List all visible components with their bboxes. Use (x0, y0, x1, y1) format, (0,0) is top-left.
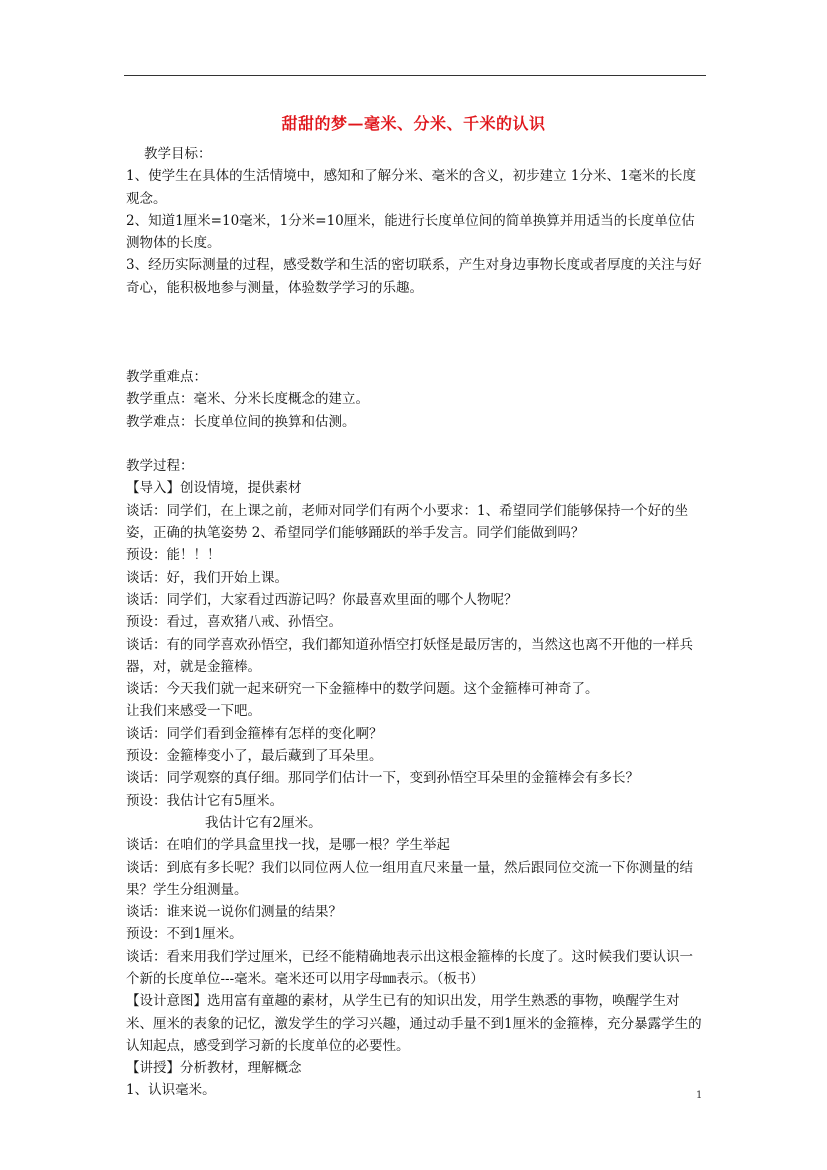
process-line: 预设：看过，喜欢猪八戒、孙悟空。 (126, 614, 342, 631)
key-point-difficulty: 教学难点：长度单位间的换算和估测。 (126, 413, 356, 430)
objective-item: 2、知道1厘米=10毫米，1分米=10厘米，能进行长度单位间的简单换算并用适当的长度单位估测物体的长度。 (126, 212, 695, 252)
process-heading: 教学过程： (126, 458, 194, 475)
spacer (126, 433, 706, 455)
spacer (126, 344, 706, 366)
page-number: 1 (696, 1090, 703, 1101)
objective-item: 1、使学生在具体的生活情境中，感知和了解分米、毫米的含义，初步建立 1分米、1毫米的长度观念。 (126, 168, 697, 207)
process-line: 谈话：在咱们的学具盒里找一找，是哪一根？学生举起 (126, 837, 450, 854)
process-line: 预设：金箍棒变小了，最后藏到了耳朵里。 (126, 748, 383, 765)
process-line: 谈话：谁来说一说你们测量的结果？ (126, 904, 342, 921)
process-line: 谈话：同学们，大家看过西游记吗？你最喜欢里面的哪个人物呢？ (126, 591, 518, 608)
process-line: 预设：不到1厘米。 (126, 926, 243, 943)
process-line: 让我们来感受一下吧。 (126, 703, 261, 720)
process-line: 【讲授】分析教材，理解概念 (126, 1060, 302, 1077)
process-line: 谈话：好，我们开始上课。 (126, 569, 288, 586)
process-line: 我估计它有2厘米。 (205, 814, 322, 831)
process-line: 谈话：同学观察的真仔细。那同学们估计一下，变到孙悟空耳朵里的金箍棒会有多长？ (126, 770, 639, 787)
header-rule (124, 75, 706, 76)
process-line: 预设：我估计它有5厘米。 (126, 792, 284, 809)
objective-item: 3、经历实际测量的过程，感受数学和生活的密切联系，产生对身边事物长度或者厚度的关注与好奇心，能积极地参与测量，体验数学学习的乐趣。 (126, 257, 702, 296)
document-body (126, 143, 706, 1102)
process-line: 【导入】创设情境，提供素材 (126, 480, 302, 497)
document-title: 甜甜的梦—毫米、分米、千米的认识 (281, 114, 546, 133)
key-point-focus: 教学重点：毫米、分米长度概念的建立。 (126, 391, 369, 408)
key-points-heading: 教学重难点： (126, 368, 207, 385)
spacer (126, 299, 706, 344)
process-line: 谈话：同学们，在上课之前，老师对同学们有两个小要求：1、希望同学们能够保持一个好的坐姿，正确的执笔姿势 2、希望同学们能够踊跃的举手发言。同学们能做到吗？ (126, 502, 689, 542)
process-line: 谈话：同学们看到金箍棒有怎样的变化啊？ (126, 725, 383, 742)
process-line: 1、认识毫米。 (126, 1082, 216, 1099)
process-line: 谈话：有的同学喜欢孙悟空，我们都知道孙悟空打妖怪是最厉害的，当然这也离不开他的一样兵器，对，就是金箍棒。 (126, 636, 693, 675)
process-line: 预设：能！！！ (126, 547, 221, 564)
process-line: 谈话：到底有多长呢？我们以同位两人位一组用直尺来量一量，然后跟同位交流一下你测量的结果？学生分组测量。 (126, 859, 693, 898)
process-line: 谈话：看来用我们学过厘米，已经不能精确地表示出这根金箍棒的长度了。这时候我们要认识一个新的长度单位---毫米。毫米还可以用字母㎜表示。（板书） (126, 948, 693, 987)
objectives-heading: 教学目标： (144, 146, 212, 162)
process-line: 谈话：今天我们就一起来研究一下金箍棒中的数学问题。这个金箍棒可神奇了。 (126, 681, 599, 698)
process-line: 【设计意图】选用富有童趣的素材，从学生已有的知识出发，用学生熟悉的事物，唤醒学生对米、厘米的表象的记忆，激发学生的学习兴趣，通过动手量不到1厘米的金箍棒，充分暴露学生的认知起点，感受到学习新的长度单位的必要性。 (126, 993, 702, 1054)
